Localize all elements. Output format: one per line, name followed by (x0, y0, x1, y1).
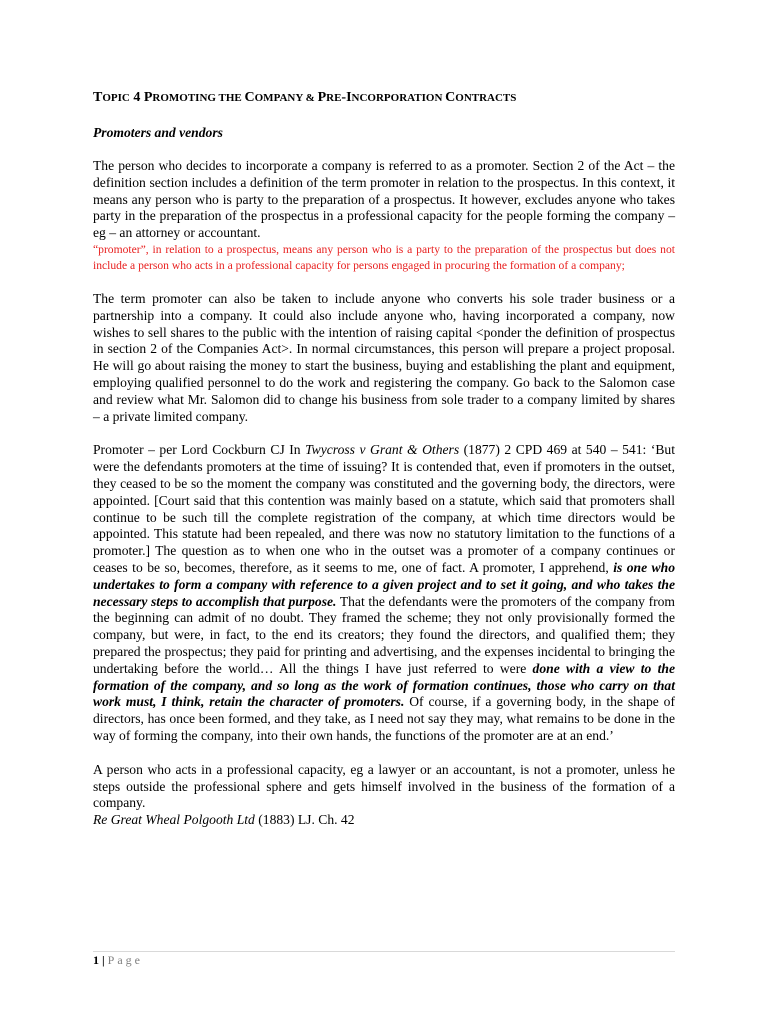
statutory-definition: “promoter”, in relation to a prospectus, means any person who is a party to the preparation of the prospectus but does not include a person who acts in a professional capacity for persons engaged in procuring the formation of a company; (93, 242, 675, 272)
page-title: TOPIC 4 PROMOTING THE COMPANY & PRE-INCORPORATION CONTRACTS (93, 90, 517, 105)
emphasis-formation: done with a view to the formation of the company, and so long as the work of formation continues, those who carry on that work must, I think, retain the character of promoters. (93, 660, 675, 710)
page-number: 1 (93, 953, 99, 967)
section-heading: Promoters and vendors (93, 125, 223, 140)
page-footer: 1 | Page (93, 951, 675, 968)
case-name: Twycross v Grant & Others (305, 442, 460, 458)
paragraph-intro: The person who decides to incorporate a company is referred to as a promoter. Section 2 of the Act – the definition section includes a definition of the term promoter in relation to the prospectus. In this context, it means any person who is party to the preparation of a prospectus. It however, excludes anyone who takes party in the preparation of the prospectus in a professional capacity for the people forming the company – eg – an attorney or accountant. (93, 158, 675, 241)
page-label: Page (107, 953, 143, 967)
case-citation: Re Great Wheal Polgooth Ltd (1883) LJ. Ch. 42 (93, 812, 355, 828)
document-body (93, 89, 675, 829)
emphasis-definition: is one who undertakes to form a company with reference to a given project and to set it going, and who takes the necessary steps to accomplish that purpose. (93, 559, 675, 609)
paragraph-promoter-scope: The term promoter can also be taken to include anyone who converts his sole trader business or a partnership into a company. It could also include anyone who, having incorporated a company, now wishes to sell shares to the public with the intention of raising capital <ponder the definition of prospectus in section 2 of the Companies Act>. In normal circumstances, this person will prepare a project proposal. He will go about raising the money to start the business, buying and establishing the plant and equipment, employing qualified personnel to do the work and registering the company. Go back to the Salomon case and review what Mr. Salomon did to change his business from sole trader to a company limited by shares – a private limited company. (93, 290, 675, 424)
paragraph-twycross-quote: Promoter – per Lord Cockburn CJ In Twycross v Grant & Others (1877) 2 CPD 469 at 540 – 541: ‘But were the defendants promoters at the time of issuing? It is contended that, even if promoters in the outset, they ceased to be so the moment the company was constituted and the governing body, the directors, were appointed. [Court said that this contention was mainly based on a statute, which said that promoters shall continue to be such till the complete registration of the company, at which time directors would be appointed. This statute had been repealed, and there was now no statutory limitation to the functions of a promoter.] The question as to when one who in the outset was a promoter of a company continues or ceases to be so, becomes, therefore, as it seems to me, one of fact. A promoter, I apprehend, is one who undertakes to form a company with reference to a given project and to set it going, and who takes the necessary steps to accomplish that purpose. That the defendants were the promoters of the company from the beginning can admit of no doubt. They framed the scheme; they not only provisionally formed the company, but were, in fact, to the end its creators; they found the directors, and qualified them; they prepared the prospectus; they paid for printing and advertising, and the expenses incidental to bringing the undertaking before the world… All the things I have just referred to were done with a view to the formation of the company, and so long as the work of formation continues, those who carry on that work must, I think, retain the character of promoters. Of course, if a governing body, in the shape of directors, has once been formed, and they take, as I need not say they may, what remains to be done in the way of forming the company, into their own hands, the functions of the promoter are at an end.’ (93, 442, 675, 743)
paragraph-professional-capacity: A person who acts in a professional capacity, eg a lawyer or an accountant, is not a promoter, unless he steps outside the professional sphere and gets himself involved in the business of the formation of a company. (93, 761, 675, 811)
